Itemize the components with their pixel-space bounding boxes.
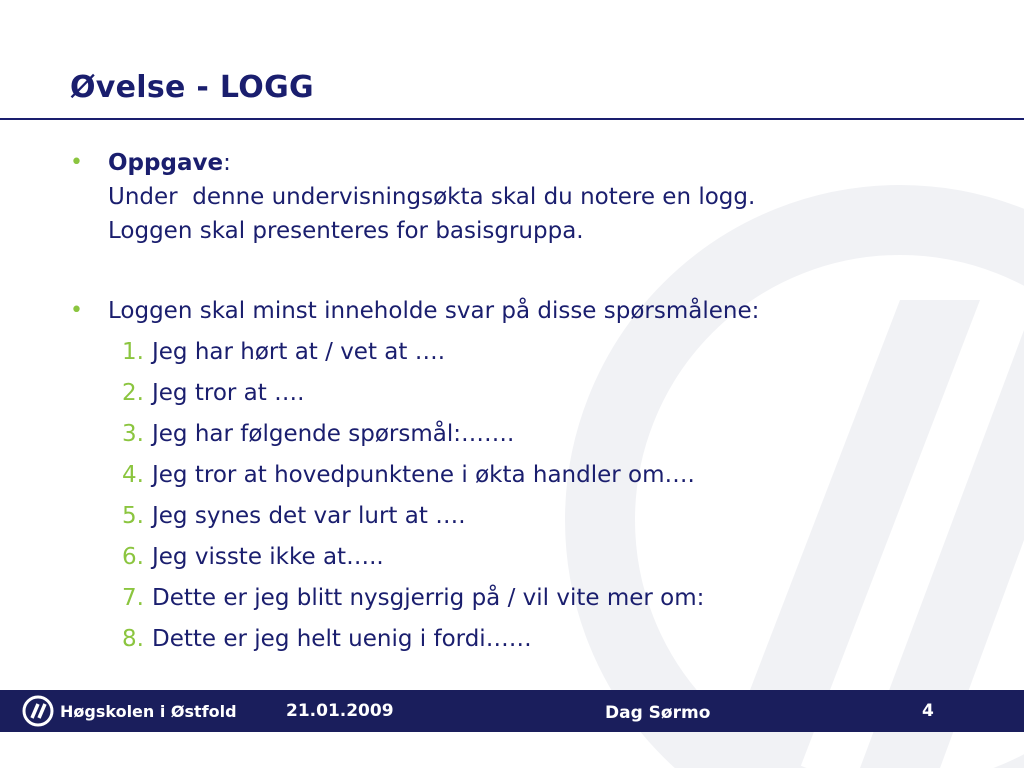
list-item (70, 619, 1010, 660)
slide-number: 4 (922, 701, 934, 721)
list-text: Jeg visste ikke at….. (152, 544, 384, 570)
institution-logo (22, 694, 237, 728)
list-item (70, 496, 1010, 537)
footer-date: 21.01.2009 (286, 701, 394, 721)
list-item (70, 414, 1010, 455)
logo-text: Høgskolen i Østfold (60, 701, 237, 721)
slide-title: Øvelse - LOGG (70, 70, 314, 105)
list-number: 7. (122, 585, 144, 611)
bullet-questions (70, 294, 1010, 328)
bullet-dot-icon: • (70, 298, 83, 323)
bullet-task (70, 146, 1010, 248)
list-text: Jeg synes det var lurt at …. (152, 503, 466, 529)
questions-intro: Loggen skal minst inneholde svar på disse spørsmålene: (108, 298, 760, 324)
list-number: 8. (122, 626, 144, 652)
list-number: 6. (122, 544, 144, 570)
title-divider (0, 118, 1024, 120)
list-number: 5. (122, 503, 144, 529)
hiof-logo-icon (22, 695, 54, 727)
list-text: Dette er jeg blitt nysgjerrig på / vil vite mer om: (152, 585, 705, 611)
question-list (70, 332, 1010, 660)
spacer (70, 248, 1010, 294)
bullet-dot-icon: • (70, 150, 83, 175)
list-text: Jeg har følgende spørsmål:……. (152, 421, 515, 447)
list-number: 1. (122, 339, 144, 365)
task-line-2: Loggen skal presenteres for basisgruppa. (108, 218, 584, 244)
list-number: 2. (122, 380, 144, 406)
list-text: Jeg tror at …. (152, 380, 305, 406)
list-text: Jeg tror at hovedpunktene i økta handler om…. (152, 462, 695, 488)
list-item (70, 537, 1010, 578)
list-number: 3. (122, 421, 144, 447)
task-colon: : (223, 150, 231, 176)
list-text: Dette er jeg helt uenig i fordi…… (152, 626, 532, 652)
list-text: Jeg har hørt at / vet at …. (152, 339, 446, 365)
list-item (70, 373, 1010, 414)
list-number: 4. (122, 462, 144, 488)
footer-bar (0, 690, 1024, 732)
list-item (70, 332, 1010, 373)
task-label: Oppgave (108, 150, 224, 176)
list-item (70, 455, 1010, 496)
slide-content (70, 146, 1010, 660)
task-heading (108, 146, 1010, 180)
footer-author: Dag Sørmo (605, 703, 711, 723)
list-item (70, 578, 1010, 619)
task-line-1: Under denne undervisningsøkta skal du notere en logg. (108, 184, 756, 210)
